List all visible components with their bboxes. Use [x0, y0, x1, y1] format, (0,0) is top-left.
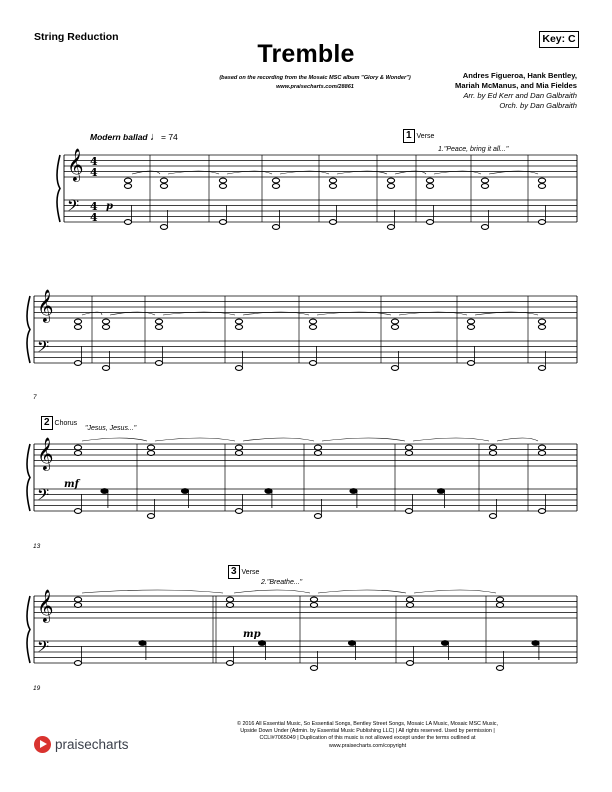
bass-note — [272, 225, 279, 230]
bass-note — [265, 489, 272, 494]
measure-number-19: 19 — [33, 685, 41, 692]
bass-note — [74, 361, 81, 366]
tie — [82, 590, 223, 593]
treble-note — [160, 184, 167, 189]
treble-note — [538, 451, 545, 456]
treble-note — [310, 597, 317, 602]
bass-note — [467, 361, 474, 366]
bass-note — [101, 489, 108, 494]
tie — [243, 438, 314, 441]
treble-note — [102, 319, 109, 324]
bass-note — [437, 489, 444, 494]
brace — [27, 596, 30, 663]
treble-note — [538, 325, 545, 330]
treble-note — [426, 178, 433, 183]
bass-note — [406, 661, 413, 666]
tempo-value: = 74 — [161, 132, 178, 142]
tie — [234, 590, 310, 593]
treble-note — [74, 597, 81, 602]
bass-note — [139, 641, 146, 646]
treble-note — [74, 319, 81, 324]
treble-note — [226, 597, 233, 602]
treble-note — [387, 184, 394, 189]
treble-note — [391, 319, 398, 324]
bass-note — [309, 361, 316, 366]
treble-note — [329, 178, 336, 183]
bass-note — [489, 514, 496, 519]
bass-note — [310, 666, 317, 671]
writers-line-1: Andres Figueroa, Hank Bentley, — [462, 71, 577, 80]
song-url: www.praisecharts.com/28861 — [276, 84, 354, 90]
brace — [57, 155, 60, 222]
bass-note — [387, 225, 394, 230]
lyric-cue-verse-2: 2."Breathe..." — [261, 579, 303, 586]
treble-note — [467, 319, 474, 324]
treble-time-signature-top: 4 — [90, 155, 98, 168]
dynamic-mp: mp — [243, 629, 261, 640]
treble-note — [235, 325, 242, 330]
treble-note — [406, 603, 413, 608]
treble-note — [309, 325, 316, 330]
copyright-line-2: Upside Down Under (Admin. by Essential Music Publishing LLC) | All rights reserved. Used by permission | — [240, 728, 495, 735]
bass-note — [405, 509, 412, 514]
treble-note — [391, 325, 398, 330]
treble-note — [235, 445, 242, 450]
treble-note — [155, 319, 162, 324]
arranger-line: Arr. by Ed Kerr and Dan Galbraith — [463, 91, 577, 100]
bass-note — [74, 661, 81, 666]
brace — [27, 444, 30, 511]
tie — [82, 438, 147, 441]
treble-note — [226, 603, 233, 608]
treble-note — [496, 597, 503, 602]
copyright-footer — [140, 721, 595, 750]
treble-note — [538, 178, 545, 183]
treble-clef: 𝄞 — [37, 437, 54, 470]
treble-note — [219, 178, 226, 183]
treble-note — [309, 319, 316, 324]
treble-note — [405, 445, 412, 450]
treble-note — [310, 603, 317, 608]
dynamic-p: p — [106, 201, 113, 212]
lyric-cue-verse-1: 1."Peace, bring it all..." — [438, 146, 509, 153]
dynamic-mf: mf — [64, 479, 79, 490]
bass-clef: 𝄢 — [67, 197, 80, 219]
tie — [414, 590, 496, 593]
tie — [413, 438, 489, 441]
quarter-note-icon: ♩ — [150, 131, 161, 143]
part-name: String Reduction — [34, 31, 119, 43]
bass-note — [124, 220, 131, 225]
treble-note — [74, 451, 81, 456]
bass-note — [538, 366, 545, 371]
treble-note — [74, 325, 81, 330]
treble-note — [538, 184, 545, 189]
bass-note — [226, 661, 233, 666]
rehearsal-label: Verse — [241, 568, 260, 576]
brace — [27, 296, 30, 363]
bass-note — [102, 366, 109, 371]
bass-note — [258, 641, 265, 646]
bass-note — [441, 641, 448, 646]
treble-note — [272, 178, 279, 183]
tie — [322, 438, 405, 441]
bass-note — [147, 514, 154, 519]
treble-note — [387, 178, 394, 183]
tie — [318, 590, 406, 593]
bass-note — [155, 361, 162, 366]
key-badge: Key: C — [539, 31, 579, 48]
tie — [497, 438, 538, 441]
treble-note — [147, 445, 154, 450]
bass-note — [426, 220, 433, 225]
album-note: (based on the recording from the Mosaic MSC album "Glory & Wonder") — [219, 75, 411, 81]
treble-note — [314, 445, 321, 450]
treble-note — [481, 184, 488, 189]
treble-note — [74, 603, 81, 608]
bass-note — [235, 366, 242, 371]
rehearsal-number: 1 — [403, 129, 415, 143]
bass-clef: 𝄢 — [37, 486, 50, 508]
bass-note — [348, 641, 355, 646]
measure-number-13: 13 — [33, 543, 41, 550]
play-circle-icon — [34, 736, 51, 753]
bass-note — [496, 666, 503, 671]
bass-time-signature-top: 4 — [90, 200, 98, 213]
bass-note — [481, 225, 488, 230]
treble-note — [496, 603, 503, 608]
praisecharts-logo — [34, 736, 129, 753]
treble-note — [235, 451, 242, 456]
treble-note — [489, 451, 496, 456]
treble-clef: 𝄞 — [67, 148, 84, 181]
bass-time-signature-bottom: 4 — [90, 211, 98, 224]
brand-name: praisecharts — [55, 737, 129, 752]
treble-clef: 𝄞 — [37, 589, 54, 622]
bass-note — [235, 509, 242, 514]
lyric-cue-chorus: "Jesus, Jesus..." — [85, 425, 137, 432]
bass-clef: 𝄢 — [37, 638, 50, 660]
treble-note — [426, 184, 433, 189]
bass-note — [160, 225, 167, 230]
bass-note — [532, 641, 539, 646]
treble-note — [160, 178, 167, 183]
writers-line-2: Mariah McManus, and Mia Fieldes — [455, 81, 577, 90]
treble-clef: 𝄞 — [37, 289, 54, 322]
treble-note — [538, 445, 545, 450]
treble-note — [538, 319, 545, 324]
measure-number-7: 7 — [33, 394, 37, 401]
bass-note — [350, 489, 357, 494]
treble-note — [219, 184, 226, 189]
bass-note — [181, 489, 188, 494]
treble-note — [272, 184, 279, 189]
bass-note — [74, 509, 81, 514]
bass-note — [219, 220, 226, 225]
bass-note — [538, 509, 545, 514]
treble-time-signature-bottom: 4 — [90, 166, 98, 179]
treble-note — [124, 184, 131, 189]
bass-note — [314, 514, 321, 519]
copyright-line-3: CCLI#7065049 | Duplication of this music is not allowed except under the terms outlined at — [259, 735, 476, 742]
rehearsal-number: 2 — [41, 416, 53, 430]
tie — [155, 438, 235, 441]
orchestrator-line: Orch. by Dan Galbraith — [499, 101, 577, 110]
bass-clef: 𝄢 — [37, 338, 50, 360]
treble-note — [406, 597, 413, 602]
treble-note — [314, 451, 321, 456]
treble-note — [489, 445, 496, 450]
treble-note — [235, 319, 242, 324]
treble-note — [155, 325, 162, 330]
rehearsal-label: Verse — [416, 132, 435, 140]
treble-note — [405, 451, 412, 456]
rehearsal-number: 3 — [228, 565, 240, 579]
treble-note — [467, 325, 474, 330]
copyright-line-4: www.praisecharts.com/copyright — [328, 742, 407, 749]
treble-note — [74, 445, 81, 450]
bass-note — [391, 366, 398, 371]
treble-note — [481, 178, 488, 183]
treble-note — [124, 178, 131, 183]
bass-note — [329, 220, 336, 225]
bass-note — [538, 220, 545, 225]
treble-note — [102, 325, 109, 330]
song-title: Tremble — [257, 40, 355, 68]
staff-systems — [27, 148, 577, 670]
copyright-line-1: © 2016 All Essential Music, So Essential Songs, Bentley Street Songs, Mosaic LA Music, Mosaic MSC Music, — [236, 721, 499, 727]
rehearsal-label: Chorus — [54, 419, 78, 427]
treble-note — [329, 184, 336, 189]
tempo-label: Modern ballad — [90, 132, 148, 142]
treble-note — [147, 451, 154, 456]
